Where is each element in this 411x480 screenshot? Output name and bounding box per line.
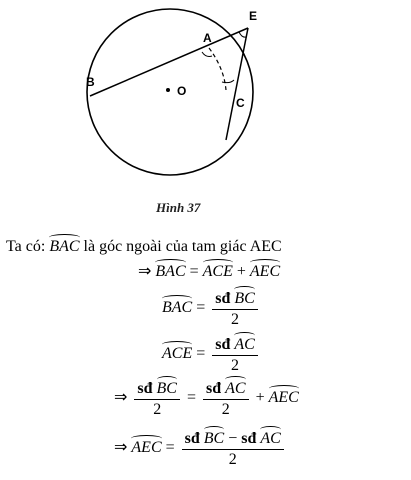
- implies-symbol: ⇒: [114, 437, 128, 457]
- angle-aec: AEC: [268, 389, 299, 407]
- arc-ac: AC: [234, 336, 255, 353]
- measure-label: sđ: [184, 430, 200, 447]
- label-e: E: [249, 9, 258, 23]
- angle-ace: ACE: [202, 263, 233, 280]
- proof-intro: [6, 236, 282, 256]
- proof-step-1: [138, 261, 280, 281]
- measure-label: sđ: [241, 430, 257, 447]
- proof-step-2: [162, 288, 261, 329]
- geometry-figure: [0, 0, 411, 230]
- arc-ac: AC: [260, 430, 281, 447]
- angle-mark-c: [222, 80, 234, 83]
- plus-sign: +: [255, 389, 265, 407]
- fraction-arc-bc: [212, 288, 258, 329]
- proof-step-4: [114, 378, 299, 419]
- label-c: C: [236, 96, 245, 110]
- arc-bc: BC: [203, 430, 225, 447]
- minus-sign: −: [228, 430, 238, 447]
- fraction-arc-ac: [203, 378, 249, 419]
- label-o: O: [177, 84, 187, 98]
- equals-sign: =: [196, 345, 206, 363]
- fraction-arc-difference: [182, 428, 284, 469]
- intro-prefix: Ta có:: [6, 238, 50, 255]
- measure-label: sđ: [215, 290, 231, 307]
- intro-suffix: là góc ngoài của tam giác AEC: [79, 238, 282, 255]
- label-a: A: [203, 31, 212, 45]
- angle-ace: ACE: [162, 345, 193, 363]
- measure-label: sđ: [137, 380, 153, 397]
- denominator: 2: [212, 309, 258, 329]
- equals-sign: =: [165, 439, 175, 457]
- label-b: B: [86, 75, 95, 89]
- fraction-arc-bc: [134, 378, 180, 419]
- angle-bac: BAC: [162, 299, 193, 317]
- secant-line-ec: [226, 28, 248, 140]
- arc-bc: BC: [156, 380, 177, 397]
- secant-line-ba: [90, 28, 248, 96]
- measure-label: sđ: [206, 380, 222, 397]
- center-point-o: [166, 88, 170, 92]
- denominator: 2: [134, 399, 180, 419]
- denominator: 2: [212, 355, 258, 375]
- circle-o: [87, 9, 253, 175]
- angle-aec: AEC: [131, 439, 162, 457]
- implies-symbol: ⇒: [138, 261, 152, 280]
- angle-aec: AEC: [249, 263, 281, 280]
- measure-label: sđ: [215, 336, 231, 353]
- denominator: 2: [182, 449, 284, 469]
- proof-step-5: [114, 428, 287, 469]
- angle-bac: BAC: [155, 263, 186, 280]
- angle-mark-e: [239, 32, 246, 37]
- fraction-arc-ac: [212, 334, 258, 375]
- arc-bc: BC: [234, 290, 255, 307]
- denominator: 2: [203, 399, 249, 419]
- arc-ac: AC: [225, 380, 246, 397]
- equals-sign: =: [186, 389, 197, 407]
- angle-mark-a: [202, 52, 212, 57]
- dashed-chord-ac: [209, 48, 226, 90]
- angle-bac: BAC: [49, 238, 80, 255]
- implies-symbol: ⇒: [114, 387, 128, 407]
- equals-sign: =: [189, 263, 199, 280]
- equals-sign: =: [196, 299, 206, 317]
- plus-sign: +: [236, 263, 246, 280]
- proof-step-3: [162, 334, 261, 375]
- figure-caption: Hình 37: [156, 200, 201, 215]
